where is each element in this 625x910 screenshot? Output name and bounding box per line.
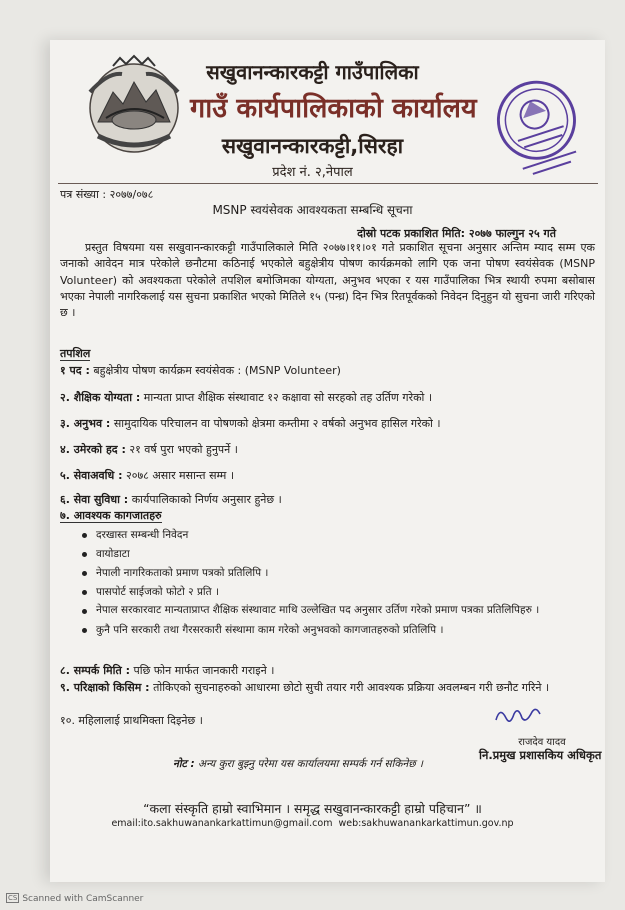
office-place: सखुवानन्कारकट्टी,सिरहा bbox=[221, 134, 404, 158]
reference-number: पत्र संख्या : २०७७/०७८ bbox=[60, 188, 154, 201]
required-documents-list bbox=[80, 526, 595, 640]
detail-text: बहुक्षेत्रीय पोषण कार्यक्रम स्वयंसेवक : (MSNP Volunteer) bbox=[93, 364, 341, 377]
province: प्रदेश नं. २,नेपाल bbox=[272, 165, 353, 180]
list-item: कुनै पनि सरकारी तथा गैरसरकारी संस्थामा काम गरेको अनुभवको कागजातहरुको प्रतिलिपि । bbox=[80, 621, 595, 640]
list-item: नेपाल सरकारवाट मान्यताप्राप्त शैक्षिक संस्थावाट माथि उल्लेखित पद अनुसार उर्तिण गरेको प्रमाण पत्रका प्रतिलिपिहरु । bbox=[80, 602, 595, 618]
detail-label: ३. अनुभव : bbox=[60, 417, 111, 430]
detail-item bbox=[60, 442, 238, 457]
detail-text: १०. महिलालाई प्राथमिक्ता दिइनेछ । bbox=[60, 714, 203, 727]
list-item: पासपोर्ट साईजको फोटो २ प्रति । bbox=[80, 583, 595, 602]
list-item: नेपाली नागरिकताको प्रमाण पत्रको प्रतिलिपि । bbox=[80, 564, 595, 583]
notice-paragraph: प्रस्तुत विषयमा यस सखुवानन्कारकट्टी गाउँपालिकाले मिति २०७७।११।०१ गते प्रकाशित सूचना अनुसार अन्तिम म्याद सम्म एक जनाको आवेदन मात्र परेकोले छनौटमा कठिनाई भएकोले बहुक्षेत्रीय पोषण कार्यक्रमको लागि एक जना पोषण स्वयंसेवक (MSNP Volunteer) को अवश्यकता परेकोले तपशिल बमोजिमका योग्यता, अनुभव भएका र यस गाउँपालिका भित्र स्थायी रुपमा बसोबास भएका नेपाली नागरिकलाई यस सुचना प्रकाशित भएको मितिले १५ (पन्ध्र) दिन भित्र रितपूर्वकको निवेदन दिनुहुन यो सुचना जारी गरिएको छ । bbox=[60, 241, 595, 320]
detail-item bbox=[60, 363, 341, 378]
republish-date bbox=[0, 226, 600, 241]
detail-item bbox=[60, 713, 203, 728]
list-item: वायोडाटा bbox=[80, 545, 595, 564]
detail-item bbox=[60, 508, 162, 523]
detail-label: ४. उमेरको हद : bbox=[60, 443, 126, 456]
header-divider bbox=[58, 183, 598, 184]
detail-text: सामुदायिक परिचालन वा पोषणको क्षेत्रमा कम्तीमा २ वर्षको अनुभव हासिल गरेको । bbox=[113, 417, 441, 430]
detail-text: तोकिएको सुचनाहरुको आधारमा छोटो सुची तयार गरी आवश्यक प्रक्रिया अवलम्बन गरी छनौट गरिने । bbox=[153, 681, 550, 694]
detail-text: २१ वर्ष पुरा भएको हुनुपर्ने । bbox=[129, 443, 238, 456]
detail-text: २०७८ असार मसान्त सम्म । bbox=[126, 469, 235, 482]
detail-label: ६. सेवा सुविधा : bbox=[60, 493, 129, 506]
slogan: “कला संस्कृति हाम्रो स्वाभिमान । समृद्ध सखुवानन्कारकट्टी हाम्रो पहिचान” ॥ bbox=[143, 801, 482, 816]
list-item: दरखास्त सम्बन्धी निवेदन bbox=[80, 526, 595, 545]
email-text: email:ito.sakhuwanankarkattimun@gmail.com bbox=[111, 818, 333, 829]
signer-name: राजदेव यादव bbox=[518, 737, 566, 748]
detail-item bbox=[60, 680, 560, 696]
details-label: तपशिल bbox=[60, 347, 91, 360]
detail-item bbox=[60, 492, 282, 507]
detail-item bbox=[60, 416, 441, 431]
note-line bbox=[173, 757, 423, 771]
detail-label: ८. सम्पर्क मिति : bbox=[60, 664, 130, 677]
note-label: नोट : bbox=[173, 758, 195, 770]
detail-label: २. शैक्षिक योग्यता : bbox=[60, 391, 141, 404]
office-seal-stamp-icon bbox=[488, 70, 588, 180]
republish-date-text: दोस्रो पटक प्रकाशित मिति: २०७७ फाल्गुन २५ गते bbox=[357, 227, 556, 240]
scanner-watermark bbox=[6, 893, 143, 904]
notice-subject: MSNP स्वयंसेवक आवश्यकता सम्बन्धि सूचना bbox=[212, 203, 413, 217]
detail-label: १ पद : bbox=[60, 364, 90, 377]
office-name: गाउँ कार्यपालिकाको कार्यालय bbox=[190, 93, 477, 124]
notice-body bbox=[60, 240, 595, 321]
detail-text: कार्यपालिकाको निर्णय अनुसार हुनेछ । bbox=[131, 493, 282, 506]
detail-label: ५. सेवाअवधि : bbox=[60, 469, 123, 482]
camscanner-logo-icon: CS bbox=[8, 894, 18, 902]
municipality-name: सखुवानन्कारकट्टी गाउँपालिका bbox=[206, 60, 419, 84]
contact-line bbox=[0, 818, 625, 829]
detail-item bbox=[60, 663, 274, 678]
detail-item bbox=[60, 390, 432, 405]
signature-icon bbox=[492, 702, 542, 730]
detail-text: पछि फोन मार्फत जानकारी गराइने । bbox=[133, 664, 275, 677]
signer-title: नि.प्रमुख प्रशासकिय अधिकृत bbox=[479, 748, 602, 762]
web-text: web:sakhuwanankarkattimun.gov.np bbox=[338, 818, 514, 829]
scanner-text: Scanned with CamScanner bbox=[22, 894, 144, 904]
detail-label: ७. आवश्यक कागजातहरु bbox=[60, 509, 162, 522]
detail-text: मान्यता प्राप्त शैक्षिक संस्थावाट १२ कक्षावा सो सरहको तह उर्तिण गरेको । bbox=[143, 391, 433, 404]
detail-item bbox=[60, 468, 234, 483]
detail-label: ९. परिक्षाको किसिम : bbox=[60, 681, 150, 694]
note-text: अन्य कुरा बुझ्नु परेमा यस कार्यालयमा सम्पर्क गर्न सकिनेछ । bbox=[198, 758, 423, 770]
